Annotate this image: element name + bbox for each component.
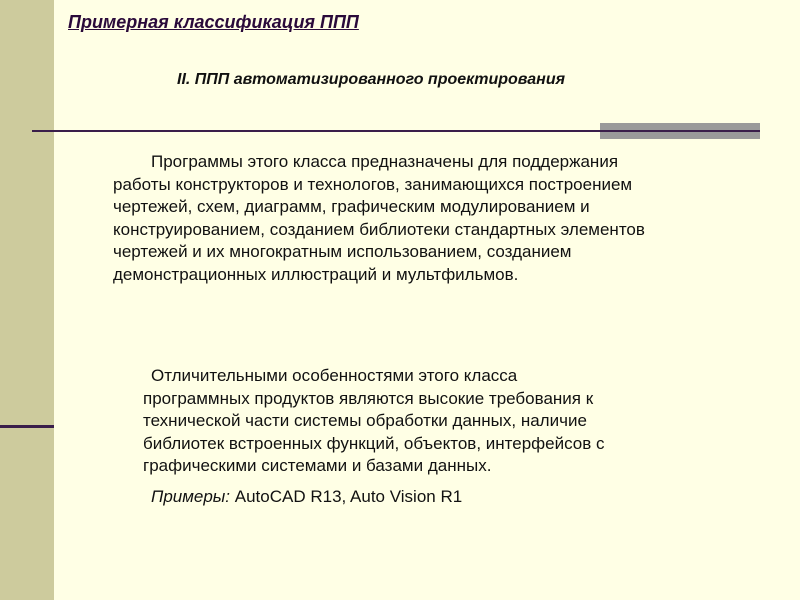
paragraph-line: чертежей и их многократным использованием, созданием	[113, 242, 572, 261]
description-paragraph	[113, 151, 753, 286]
paragraph-line: технической части системы обработки данных, наличие	[143, 411, 587, 430]
paragraph-line: конструированием, созданием библиотеки стандартных элементов	[113, 219, 645, 239]
divider-block-line	[600, 130, 760, 132]
paragraph-line: Отличительными особенностями этого класса	[151, 366, 518, 385]
paragraph-line: библиотек встроенных функций, объектов, интерфейсов с	[143, 433, 605, 453]
paragraph-line: Программы этого класса предназначены для поддержания	[151, 152, 619, 171]
divider-line	[32, 130, 602, 132]
paragraph-line: графическими системами и базами данных.	[143, 456, 492, 475]
paragraph-line: работы конструкторов и технологов, занимающихся построением	[113, 174, 633, 194]
paragraph-line: чертежей, схем, диаграмм, графическим модулированием и	[113, 197, 590, 216]
paragraph-line: программных продуктов являются высокие требования к	[143, 388, 594, 408]
slide-title: Примерная классификация ППП	[68, 12, 359, 32]
examples-value: AutoCAD R13, Auto Vision R1	[230, 487, 463, 506]
section-heading: II. ППП автоматизированного проектирования	[177, 71, 566, 88]
side-band-marker	[0, 425, 54, 428]
examples-line	[151, 486, 462, 509]
paragraph-line: демонстрационных иллюстраций и мультфильмов.	[113, 264, 519, 284]
side-band	[0, 0, 54, 600]
examples-label: Примеры:	[151, 487, 231, 506]
features-paragraph	[143, 365, 733, 478]
